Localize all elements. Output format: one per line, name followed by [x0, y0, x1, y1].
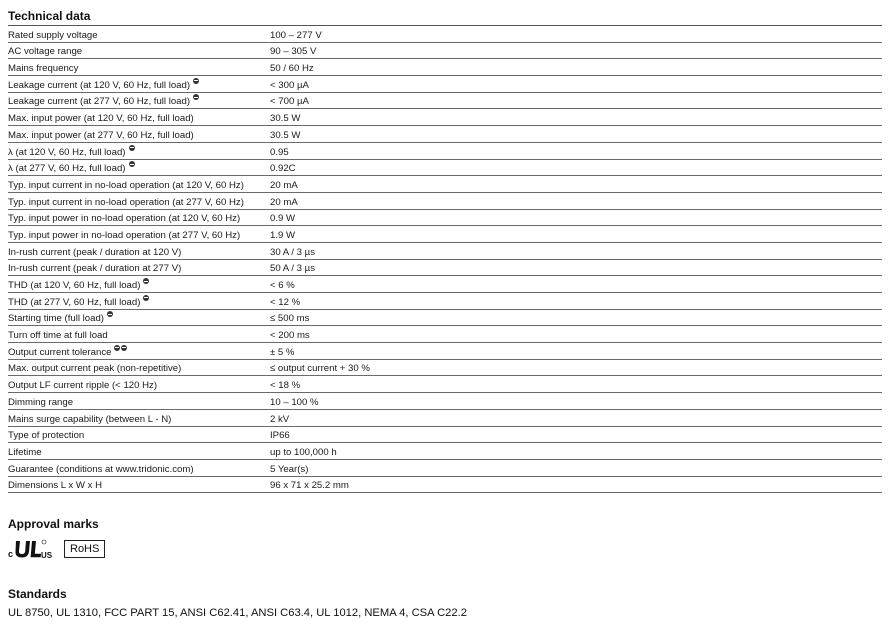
- spec-value: 0.92C: [270, 159, 882, 176]
- spec-row: [8, 476, 882, 493]
- spec-value: 10 – 100 %: [270, 393, 882, 410]
- spec-value: < 18 %: [270, 376, 882, 393]
- spec-value: < 12 %: [270, 293, 882, 310]
- rohs-badge: RoHS: [64, 540, 105, 558]
- spec-label-text: THD (at 120 V, 60 Hz, full load): [8, 280, 141, 291]
- spec-label-text: Output LF current ripple (< 120 Hz): [8, 380, 158, 392]
- spec-row: [8, 459, 882, 476]
- spec-label-text: Max. output current peak (non-repetitive): [8, 363, 182, 375]
- spec-value: ≤ output current + 30 %: [270, 359, 882, 376]
- spec-label: [8, 426, 270, 443]
- spec-value: 20 mA: [270, 192, 882, 209]
- spec-label-text: Lifetime: [8, 446, 42, 458]
- spec-label: [8, 309, 270, 326]
- spec-row: [8, 176, 882, 193]
- spec-row: [8, 192, 882, 209]
- spec-row: [8, 142, 882, 159]
- spec-label: [8, 242, 270, 259]
- footnote-marker-icon: [121, 345, 127, 351]
- spec-row: [8, 359, 882, 376]
- spec-value: 90 – 305 V: [270, 42, 882, 59]
- spec-label: [8, 142, 270, 159]
- spec-value: ≤ 500 ms: [270, 309, 882, 326]
- spec-label-text: Type of protection: [8, 430, 85, 442]
- spec-label: [8, 276, 270, 293]
- spec-value: < 300 µA: [270, 76, 882, 93]
- spec-label-text: Max. input power (at 277 V, 60 Hz, full load): [8, 129, 194, 141]
- spec-row: [8, 259, 882, 276]
- spec-row: [8, 443, 882, 460]
- spec-label: [8, 226, 270, 243]
- spec-row: [8, 92, 882, 109]
- spec-row: [8, 159, 882, 176]
- spec-row: [8, 26, 882, 42]
- spec-value: 2 kV: [270, 409, 882, 426]
- spec-label-text: Dimensions L x W x H: [8, 480, 103, 492]
- spec-label-text: Leakage current (at 120 V, 60 Hz, full load): [8, 79, 191, 91]
- spec-label: [8, 459, 270, 476]
- spec-label: [8, 293, 270, 310]
- spec-value: ± 5 %: [270, 343, 882, 360]
- spec-label: [8, 26, 270, 42]
- spec-label: [8, 343, 270, 360]
- spec-row: [8, 126, 882, 143]
- spec-label: [8, 109, 270, 126]
- footnote-marker-icon: [143, 278, 149, 284]
- footnote-marker-icon: [143, 295, 149, 301]
- spec-row: [8, 376, 882, 393]
- spec-label-text: Typ. input power in no-load operation (at 120 V, 60 Hz): [8, 213, 241, 225]
- footnote-marker-icon: [193, 94, 199, 100]
- spec-label: [8, 159, 270, 176]
- spec-row: [8, 393, 882, 410]
- spec-label: [8, 359, 270, 376]
- spec-label-text: λ (at 120 V, 60 Hz, full load): [8, 146, 126, 158]
- spec-label: [8, 192, 270, 209]
- spec-value: IP66: [270, 426, 882, 443]
- spec-row: [8, 426, 882, 443]
- spec-label-text: Typ. input current in no-load operation (at 277 V, 60 Hz): [8, 196, 244, 208]
- footnote-marker-icon: [129, 145, 135, 151]
- spec-label-text: Mains surge capability (between L - N): [8, 413, 172, 425]
- spec-label: [8, 476, 270, 493]
- spec-value: 0.9 W: [270, 209, 882, 226]
- spec-row: [8, 276, 882, 293]
- footnote-marker-icon: [107, 311, 113, 317]
- spec-label-text: Turn off time at full load: [8, 330, 108, 342]
- spec-label-text: Rated supply voltage: [8, 29, 98, 41]
- spec-row: [8, 326, 882, 343]
- spec-value: < 6 %: [270, 276, 882, 293]
- spec-row: [8, 309, 882, 326]
- spec-value: 30.5 W: [270, 109, 882, 126]
- spec-label-text: THD (at 277 V, 60 Hz, full load): [8, 296, 141, 308]
- spec-label-text: Typ. input power in no-load operation (at 277 V, 60 Hz): [8, 229, 241, 241]
- spec-label-text: Dimming range: [8, 396, 74, 408]
- spec-label: [8, 376, 270, 393]
- approval-marks: [8, 538, 105, 560]
- spec-value: 50 A / 3 µs: [270, 259, 882, 276]
- spec-row: [8, 209, 882, 226]
- spec-value: 96 x 71 x 25.2 mm: [270, 476, 882, 493]
- spec-label-text: Leakage current (at 277 V, 60 Hz, full load): [8, 96, 191, 108]
- spec-label: [8, 176, 270, 193]
- spec-value: 30.5 W: [270, 126, 882, 143]
- spec-label: [8, 59, 270, 76]
- spec-value: 50 / 60 Hz: [270, 59, 882, 76]
- spec-value: < 200 ms: [270, 326, 882, 343]
- spec-value: 20 mA: [270, 176, 882, 193]
- spec-label: [8, 259, 270, 276]
- spec-row: [8, 59, 882, 76]
- footnote-marker-icon: [114, 345, 120, 351]
- spec-label-text: In-rush current (peak / duration at 120 V): [8, 246, 182, 258]
- spec-value: 0.95: [270, 142, 882, 159]
- spec-row: [8, 109, 882, 126]
- spec-row: [8, 409, 882, 426]
- technical-data-body: [8, 26, 882, 493]
- footnote-marker-icon: [193, 78, 199, 84]
- svg-text:US: US: [41, 551, 53, 560]
- spec-label-text: Starting time (full load): [8, 313, 104, 325]
- standards-list: UL 8750, UL 1310, FCC PART 15, ANSI C62.41, ANSI C63.4, UL 1012, NEMA 4, CSA C22.2: [8, 607, 467, 619]
- standards-title: Standards: [8, 587, 67, 601]
- technical-data-title: Technical data: [8, 9, 91, 23]
- spec-value: 100 – 277 V: [270, 26, 882, 42]
- spec-label-text: Max. input power (at 120 V, 60 Hz, full load): [8, 113, 194, 125]
- spec-label-text: Mains frequency: [8, 63, 79, 75]
- spec-label: [8, 76, 270, 93]
- spec-value: up to 100,000 h: [270, 443, 882, 460]
- spec-row: [8, 42, 882, 59]
- spec-label: [8, 209, 270, 226]
- spec-value: < 700 µA: [270, 92, 882, 109]
- spec-row: [8, 343, 882, 360]
- spec-label-text: λ (at 277 V, 60 Hz, full load): [8, 163, 126, 175]
- spec-row: [8, 242, 882, 259]
- spec-label-text: Output current tolerance: [8, 346, 112, 358]
- spec-row: [8, 226, 882, 243]
- spec-label: [8, 126, 270, 143]
- spec-label: [8, 326, 270, 343]
- approval-marks-title: Approval marks: [8, 517, 99, 531]
- spec-label-text: Guarantee (conditions at www.tridonic.com): [8, 463, 194, 475]
- spec-row: [8, 293, 882, 310]
- cul-us-listed-mark-icon: [8, 538, 58, 560]
- spec-label: [8, 409, 270, 426]
- spec-value: 30 A / 3 µs: [270, 242, 882, 259]
- spec-label-text: In-rush current (peak / duration at 277 V): [8, 263, 182, 275]
- spec-label: [8, 42, 270, 59]
- spec-row: [8, 76, 882, 93]
- technical-data-table: [8, 26, 882, 493]
- spec-value: 1.9 W: [270, 226, 882, 243]
- spec-label: [8, 443, 270, 460]
- spec-label: [8, 92, 270, 109]
- spec-value: 5 Year(s): [270, 459, 882, 476]
- spec-label-text: Typ. input current in no-load operation (at 120 V, 60 Hz): [8, 179, 244, 191]
- spec-label: [8, 393, 270, 410]
- svg-text:c: c: [8, 549, 14, 559]
- footnote-marker-icon: [129, 161, 135, 167]
- spec-label-text: AC voltage range: [8, 46, 83, 58]
